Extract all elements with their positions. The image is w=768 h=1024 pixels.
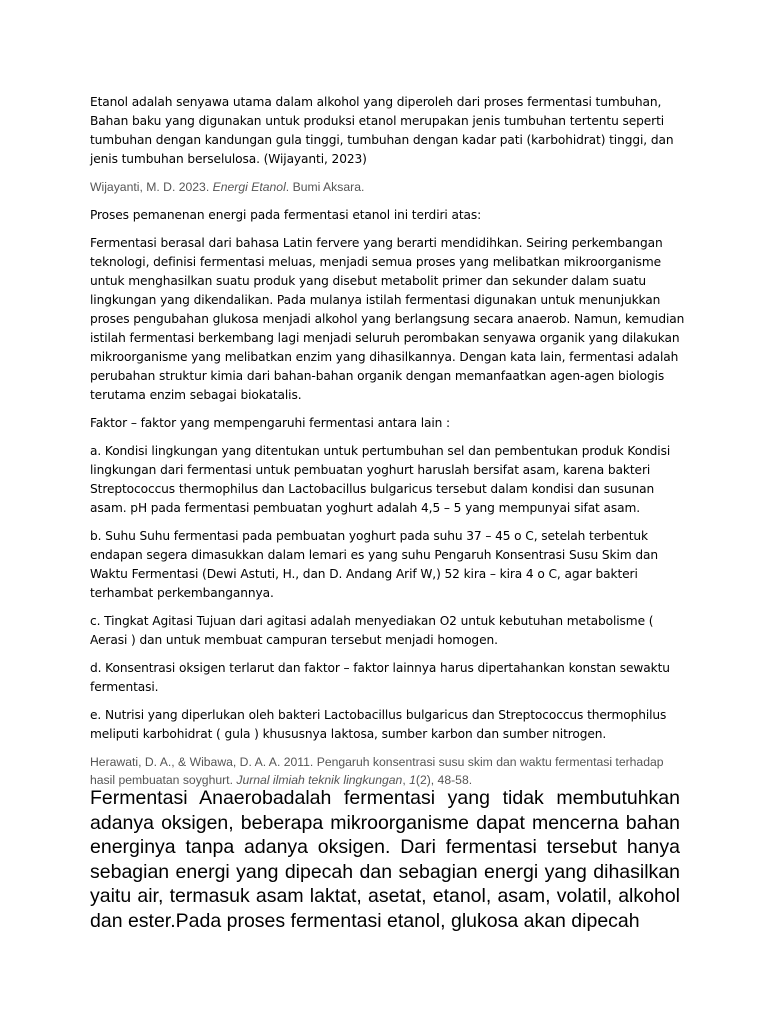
reference-publisher: . Bumi Aksara.	[285, 180, 365, 194]
reference-journal: Jurnal ilmiah teknik lingkungan	[236, 773, 403, 787]
reference-herawati	[90, 753, 690, 789]
paragraph-factor-c: c. Tingkat Agitasi Tujuan dari agitasi adalah menyediakan O2 untuk kebutuhan metabolisme ( Aerasi ) dan untuk membuat campuran tersebut menjadi homogen.	[90, 614, 654, 647]
paragraph-fermentasi-definisi: Fermentasi berasal dari bahasa Latin fervere yang berarti mendidihkan. Seiring perkembangan teknologi, definisi fermentasi meluas, menjadi semua proses yang melibatkan mikroorganisme untuk menghasilkan suatu produk yang disebut metabolit primer dan sekunder dalam suatu lingkungan yang dikendalikan. Pada mulanya istilah fermentasi digunakan untuk menunjukkan proses pengubahan glukosa menjadi alkohol yang berlangsung secara anaerob. Namun, kemudian istilah fermentasi berkembang lagi menjadi seluruh perombakan senyawa organik yang dilakukan mikroorganisme yang melibatkan enzim yang dihasilkannya. Dengan kata lain, fermentasi adalah perubahan struktur kimia dari bahan-bahan organik dengan memanfaatkan agen-agen biologis terutama enzim sebagai biokatalis.	[90, 236, 685, 402]
paragraph-factor-b: b. Suhu Suhu fermentasi pada pembuatan yoghurt pada suhu 37 – 45 o C, setelah terbentuk endapan segera dimasukkan dalam lemari es yang suhu Pengaruh Konsentrasi Susu Skim dan Waktu Fermentasi (Dewi Astuti, H., dan D. Andang Arif W,) 52 kira – kira 4 o C, agar bakteri terhambat perkembangannya.	[90, 529, 658, 600]
reference-volume: 1	[409, 773, 416, 787]
paragraph-faktor-heading: Faktor – faktor yang mempengaruhi fermentasi antara lain :	[90, 416, 451, 430]
document-body	[90, 93, 690, 799]
reference-wijayanti	[90, 178, 690, 196]
paragraph-fermentasi-anaerob: Fermentasi Anaerobadalah fermentasi yang tidak membutuhkan adanya oksigen, beberapa mikroorganisme dapat mencerna bahan energinya tanpa adanya oksigen. Dari fermentasi tersebut hanya sebagian energi yang dipecah dan sebagian energi yang dihasilkan yaitu air, termasuk asam laktat, asetat, etanol, asam, volatil, alkohol dan ester.Pada proses fermentasi etanol, glukosa akan dipecah	[90, 787, 680, 932]
paragraph-etanol: Etanol adalah senyawa utama dalam alkohol yang diperoleh dari proses fermentasi tumbuhan, Bahan baku yang digunakan untuk produksi etanol merupakan jenis tumbuhan tertentu seperti tumbuhan dengan kandungan gula tinggi, tumbuhan dengan kadar pati (karbohidrat) tinggi, dan jenis tumbuhan berselulosa. (Wijayanti, 2023)	[90, 95, 674, 166]
reference-title: Energi Etanol	[212, 180, 286, 194]
paragraph-factor-a: a. Kondisi lingkungan yang ditentukan untuk pertumbuhan sel dan pembentukan produk Kondisi lingkungan dari fermentasi untuk pembuatan yoghurt haruslah bersifat asam, karena bakteri Streptococcus thermophilus dan Lactobacillus bulgaricus tersebut dalam kondisi dan susunan asam. pH pada fermentasi pembuatan yoghurt adalah 4,5 – 5 yang mempunyai sifat asam.	[90, 444, 671, 515]
reference-text: Herawati, D. A., & Wibawa, D. A. A. 2011. Pengaruh konsentrasi susu skim dan waktu fermentasi terhadap hasil pembuatan soyghurt.	[90, 755, 664, 787]
reference-separator: ,	[402, 773, 410, 787]
paragraph-proses-pemanenan: Proses pemanenan energi pada fermentasi etanol ini terdiri atas:	[90, 208, 482, 222]
paragraph-factor-e: e. Nutrisi yang diperlukan oleh bakteri Lactobacillus bulgaricus dan Streptococcus thermophilus meliputi karbohidrat ( gula ) khususnya laktosa, sumber karbon dan sumber nitrogen.	[90, 708, 667, 741]
reference-text: Wijayanti, M. D. 2023.	[90, 180, 213, 194]
reference-pages: (2), 48-58.	[415, 773, 473, 787]
paragraph-factor-d: d. Konsentrasi oksigen terlarut dan faktor – faktor lainnya harus dipertahankan konstan sewaktu fermentasi.	[90, 661, 670, 694]
